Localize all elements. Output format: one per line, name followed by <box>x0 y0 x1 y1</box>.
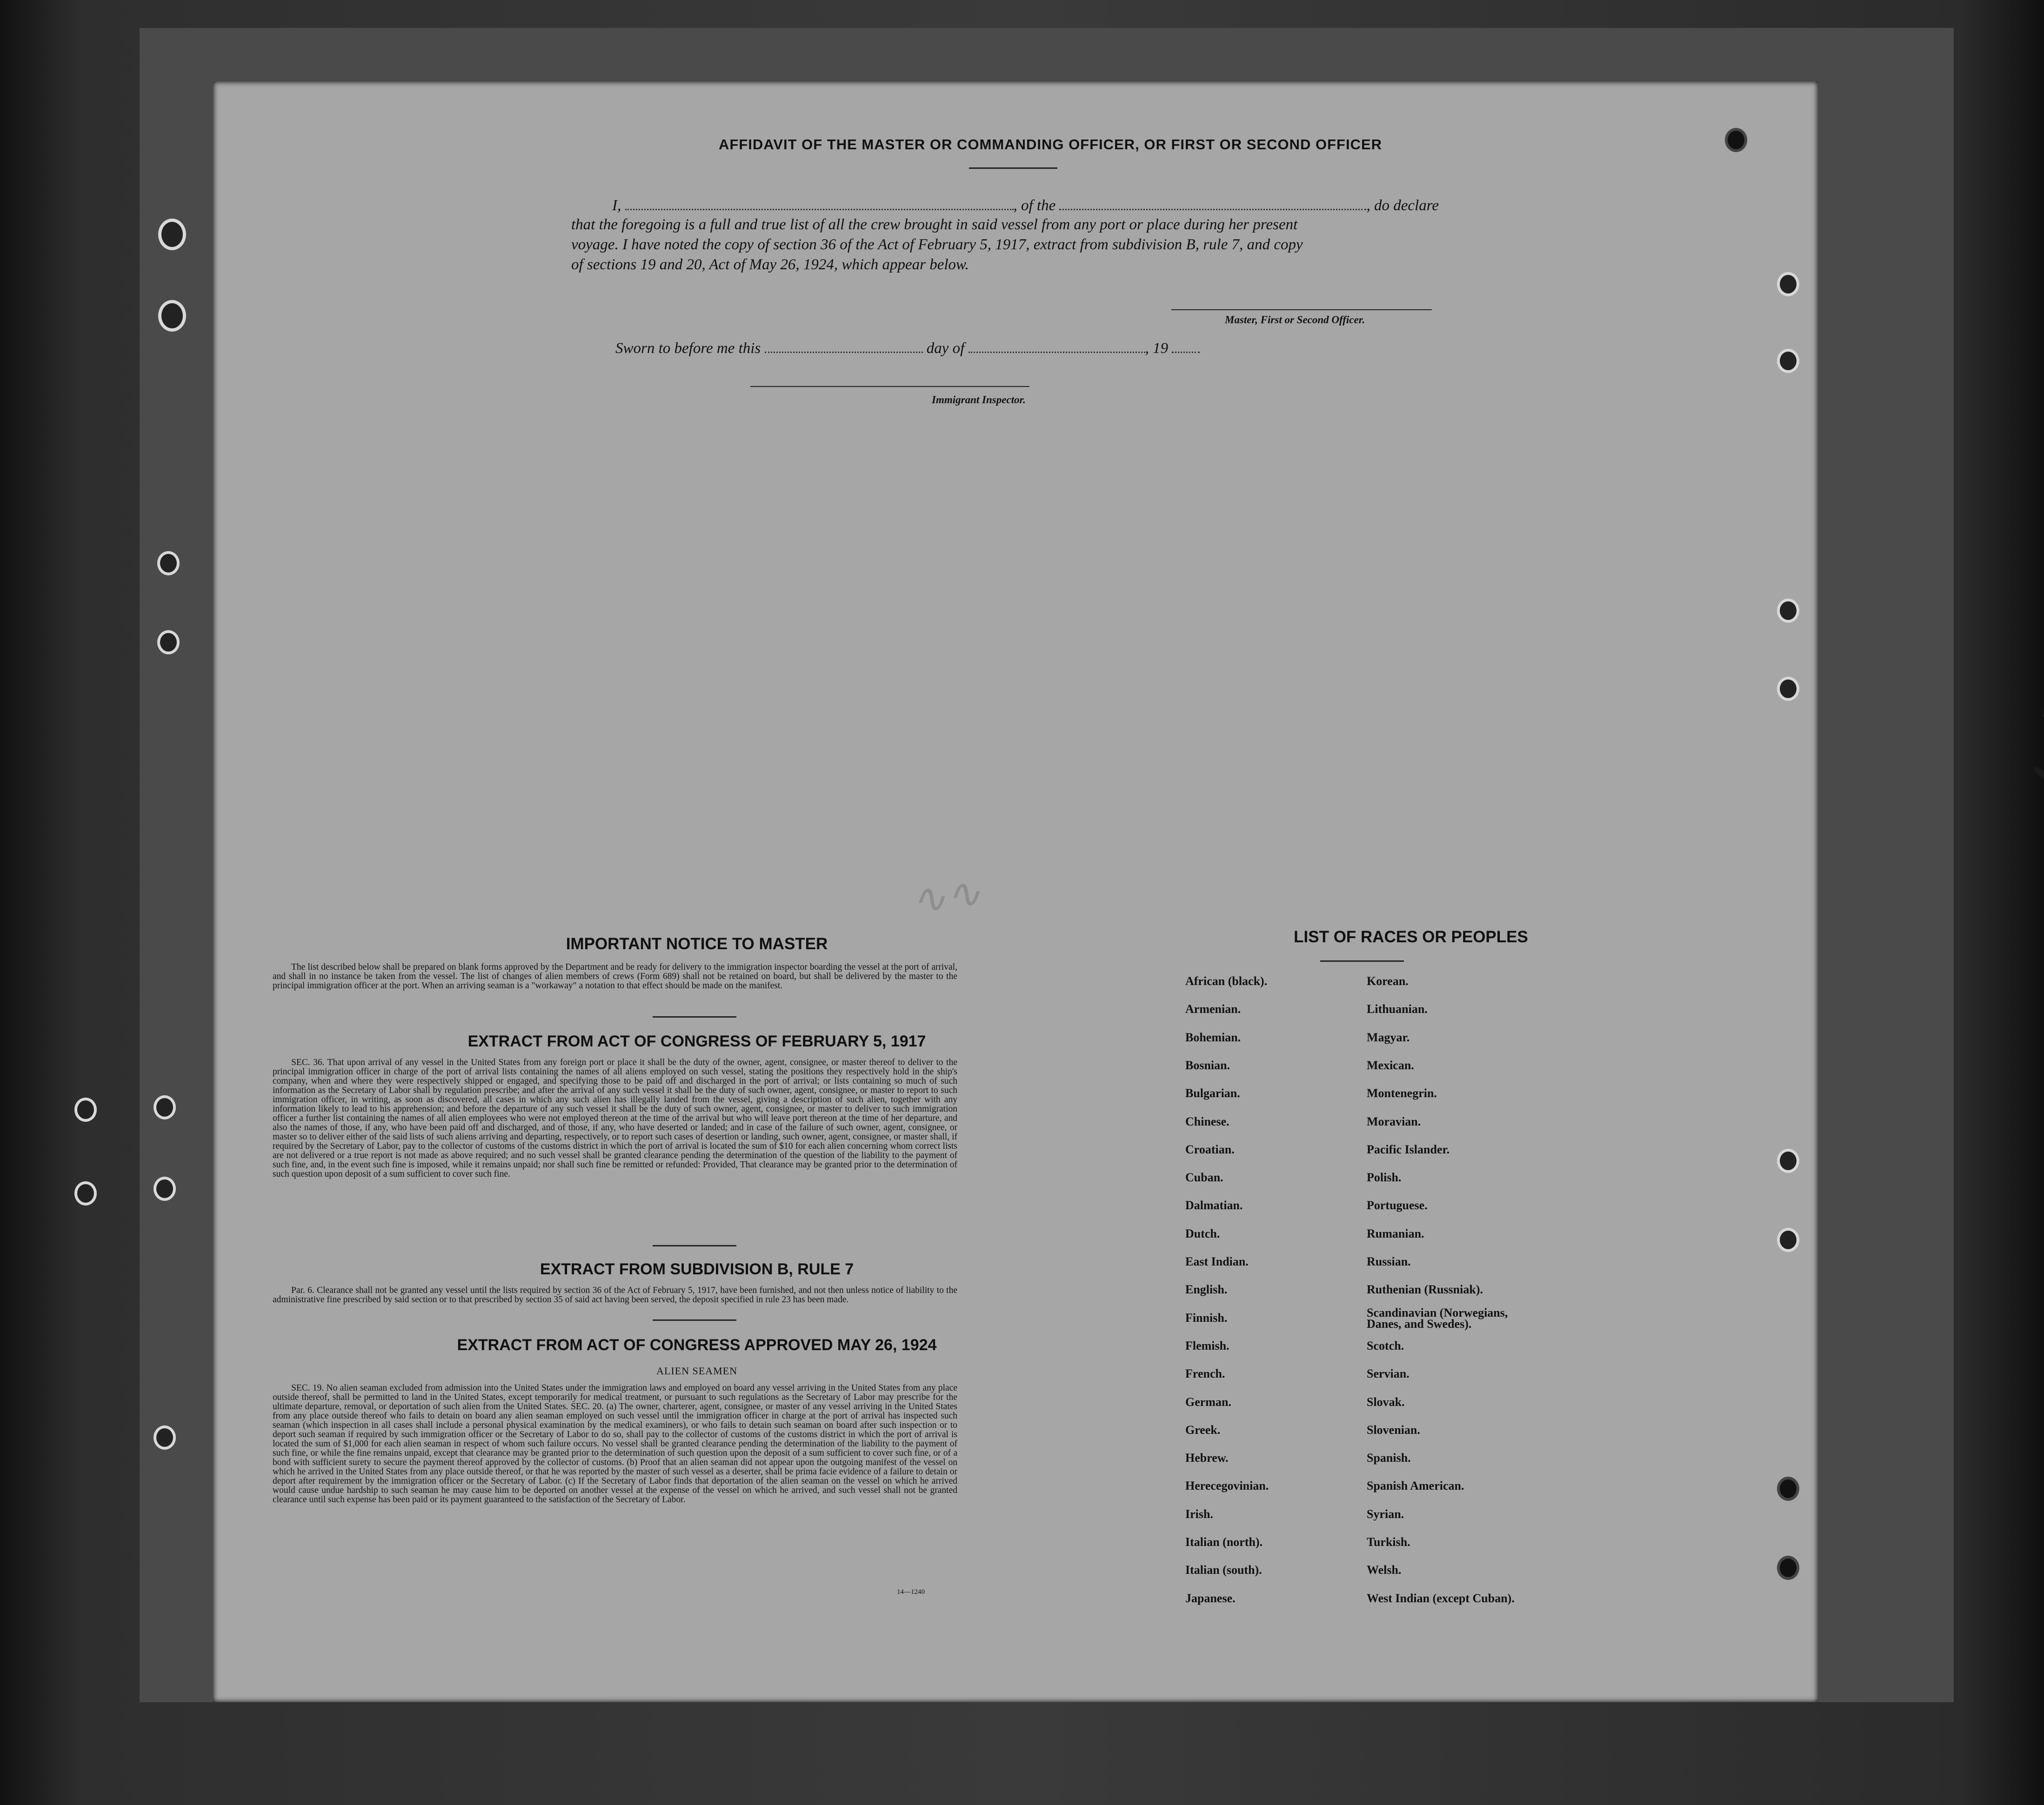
rule-7-text: Par. 6. Clearance shall not be granted any vessel until the lists required by section 36 of the Act of February 5, 1917, have been furnished, and not then unless notice of liability to the administrative fine prescribed by said section or to that prescribed by section 35 of said act having been served, the deposit specified in rule 23 has been made. <box>273 1285 957 1305</box>
sworn-day-field[interactable] <box>765 340 923 353</box>
of-the-label: , of the <box>1013 197 1056 214</box>
binder-hole-icon <box>1777 1228 1799 1252</box>
race-item: Slovenian. <box>1367 1423 1420 1437</box>
binder-hole-icon <box>1777 272 1799 296</box>
race-item: East Indian. <box>1185 1255 1249 1268</box>
declarant-name-field[interactable] <box>625 197 1014 210</box>
inspector-signature-line[interactable] <box>750 386 1029 387</box>
master-signature-line[interactable] <box>1171 309 1432 310</box>
declare-label: , do declare <box>1366 197 1439 214</box>
race-item: Magyar. <box>1367 1031 1410 1044</box>
notice-text: The list described below shall be prepared on blank forms approved by the Department and be ready for delivery to the immigration inspector boarding the vessel at the port of arrival, and shall in no instance be taken from the vessel. The list of changes of alien members of crews (Form 689) shall not be retained on board, but shall be delivered by the master to the principal immigration officer at the port. When an arriving seaman is a "workaway" a notation to that effect should be made on the manifest. <box>273 962 957 991</box>
binder-hole-icon <box>154 1095 176 1119</box>
vessel-name-field[interactable] <box>1059 197 1366 210</box>
race-item: Korean. <box>1367 974 1409 988</box>
extract-1917-title: EXTRACT FROM ACT OF CONGRESS OF FEBRUARY 5, 1917 <box>468 1032 926 1050</box>
affidavit-title: AFFIDAVIT OF THE MASTER OR COMMANDING OFFICER, OR FIRST OR SECOND OFFICER <box>718 136 1383 153</box>
race-item: Scandinavian (Norwegians, Danes, and Swedes). <box>1367 1306 1508 1331</box>
notice-title: IMPORTANT NOTICE TO MASTER <box>566 935 828 953</box>
binder-hole-icon <box>1777 1556 1799 1580</box>
form-number: 14—1240 <box>897 1588 925 1596</box>
affidavit-line-1 <box>612 197 1439 214</box>
race-item: Croatian. <box>1185 1143 1235 1156</box>
binder-hole-icon <box>154 1177 176 1201</box>
form-page <box>213 81 1818 1702</box>
binder-hole-icon <box>74 1181 97 1206</box>
binder-hole-icon <box>158 300 186 332</box>
affidavit-line-3: voyage. I have noted the copy of section 36 of the Act of February 5, 1917, extract from subdivision B, rule 7, and copy <box>571 236 1303 253</box>
race-item: Japanese. <box>1185 1592 1236 1605</box>
master-signature-label: Master, First or Second Officer. <box>1225 314 1365 326</box>
sworn-month-field[interactable] <box>969 340 1145 353</box>
race-item: Spanish American. <box>1367 1479 1464 1492</box>
binder-hole-icon <box>74 1098 97 1122</box>
race-item: Pacific Islander. <box>1367 1143 1450 1156</box>
race-item: Montenegrin. <box>1367 1086 1437 1100</box>
race-item: Scotch. <box>1367 1339 1404 1352</box>
extract-1924-text: SEC. 19. No alien seaman excluded from admission into the United States under the immigration laws and employed on board any vessel arriving in the United States from any place outside thereof, shall be permitted to land in the United States, except temporarily for medical treatment, or pursuant to such regulations as the Secretary of Labor may prescribe for the ultimate departure, removal, or deportation of such alien from the United States. SEC. 20. (a) The owner, charterer, agent, consignee, or master of any vessel arriving in the United States from any place outside thereof who fails to detain on board any alien seaman employed on such vessel until the immigration officer in charge at the port of arrival has inspected such seaman (which inspection in all cases shall include a personal physical examination by the medical examiners), or who fails to detain such seaman on board after such inspection or to deport such seaman if required by such immigration officer or the Secretary of Labor to do so, shall pay to the collector of customs of the customs district in which the port of arrival is located the sum of $1,000 for each alien seaman in respect of whom such failure occurs. No vessel shall be granted clearance pending the determination of the liability to the payment of such fine, or while the fine remains unpaid, except that clearance may be granted prior to the determination of such question upon the deposit of a sum sufficient to cover such fine, or of a bond with sufficient surety to secure the payment thereof approved by the collector of customs. (b) Proof that an alien seaman did not appear upon the outgoing manifest of the vessel on which he arrived in the United States from any place outside thereof, or that he was reported by the master of such vessel as a deserter, shall be prima facie evidence of a failure to detain or deport after requirement by the immigration officer or the Secretary of Labor. (c) If the Secretary of Labor finds that deportation of the alien seaman on the vessel on which he arrived would cause undue hardship to such seaman he may cause him to be deported on another vessel at the expense of the vessel on which he arrived, and such vessel shall not be granted clearance until such expense has been paid or its payment guaranteed to the satisfaction of the Secretary of Labor. <box>273 1383 957 1505</box>
race-item: Spanish. <box>1367 1451 1411 1465</box>
section-divider <box>653 1016 736 1018</box>
title-divider <box>969 167 1057 169</box>
race-item: Italian (south). <box>1185 1563 1262 1577</box>
binder-hole-icon <box>1777 1149 1799 1173</box>
race-item: Dalmatian. <box>1185 1199 1243 1212</box>
section-divider <box>653 1319 736 1321</box>
binder-hole-icon <box>154 1425 176 1450</box>
binder-hole-icon <box>158 219 186 250</box>
race-item: Armenian. <box>1185 1002 1241 1016</box>
race-item: Italian (north). <box>1185 1535 1263 1549</box>
binder-hole-icon <box>1777 599 1799 623</box>
day-of-label: day of <box>926 340 965 357</box>
binder-hole-icon <box>1777 349 1799 373</box>
binder-hole-icon <box>157 630 180 654</box>
race-item: Irish. <box>1185 1507 1213 1521</box>
pen-mark-icon <box>2027 658 2044 807</box>
race-item: Welsh. <box>1367 1563 1402 1577</box>
year-label: , 19 <box>1145 340 1169 357</box>
binder-hole-icon <box>1725 128 1747 152</box>
race-item: Russian. <box>1367 1255 1411 1268</box>
race-item: Herecegovinian. <box>1185 1479 1269 1492</box>
race-item: Bohemian. <box>1185 1031 1241 1044</box>
races-title: LIST OF RACES OR PEOPLES <box>1294 928 1528 946</box>
race-item: Servian. <box>1367 1367 1409 1380</box>
race-item: Cuban. <box>1185 1171 1223 1184</box>
race-item: Moravian. <box>1367 1115 1421 1128</box>
race-item: Chinese. <box>1185 1115 1229 1128</box>
race-item: Dutch. <box>1185 1227 1220 1240</box>
race-item: Flemish. <box>1185 1339 1229 1352</box>
sworn-label: Sworn to before me this <box>615 340 761 357</box>
races-divider <box>1320 960 1404 962</box>
alien-seamen-heading: ALIEN SEAMEN <box>656 1365 737 1377</box>
bleed-through-mark: ∿∿ <box>908 869 984 925</box>
race-item: Hebrew. <box>1185 1451 1229 1465</box>
race-item: Greek. <box>1185 1423 1221 1437</box>
section-divider <box>653 1245 736 1246</box>
inspector-signature-label: Immigrant Inspector. <box>932 394 1026 406</box>
extract-1917-text: SEC. 36. That upon arrival of any vessel in the United States from any foreign port or place it shall be the duty of the owner, agent, consignee, or master thereof to deliver to the principal immigration officer in charge of the port of arrival lists containing the names of all aliens employed on such vessel, stating the positions they respectively hold in the ship's company, when and where they were respectively shipped or engaged, and specifying those to be paid off and discharged in the port of arrival; or lists containing so much of such information as the Secretary of Labor shall by regulation prescribe; and after the arrival of any such vessel it shall be the duty of such owner, agent, consignee, or master to report to such immigration officer, in writing, as soon as discovered, all cases in which any such alien has illegally landed from the vessel, giving a description of such alien, together with any information likely to lead to his apprehension; and before the departure of any such vessel it shall be the duty of such owner, agent, consignee, or master to deliver to such immigration officer a further list containing the names of all alien employees who were not employed thereon at the time of the arrival but who will leave port thereon at the time of her departure, and also the names of those, if any, who have been paid off and discharged, and of those, if any, who have deserted or landed; and in case of the failure of such owner, agent, consignee, or master so to deliver either of the said lists of such aliens arriving and departing, respectively, or to report such cases of desertion or landing, such owner, agent, consignee, or master shall, if required by the Secretary of Labor, pay to the collector of customs of the customs district in which the port of arrival is located the sum of $10 for each alien concerning whom correct lists are not delivered or a true report is not made as above required; and no such vessel shall be granted clearance pending the determination of the question of the liability to the payment of such fine, and, in the event such fine is imposed, while it remains unpaid; nor shall such fine be remitted or refunded: Provided, That clearance may be granted prior to the determination of such question upon deposit of a sum sufficient to cover such fine. <box>273 1058 957 1179</box>
affidavit-line-2: that the foregoing is a full and true list of all the crew brought in said vessel from any port or place during her present <box>571 216 1298 233</box>
binder-hole-icon <box>1777 1477 1799 1501</box>
race-item: Mexican. <box>1367 1059 1414 1072</box>
rule-7-title: EXTRACT FROM SUBDIVISION B, RULE 7 <box>540 1260 854 1278</box>
binder-hole-icon <box>157 551 180 575</box>
race-item: Syrian. <box>1367 1507 1404 1521</box>
affidavit-line-4: of sections 19 and 20, Act of May 26, 1924, which appear below. <box>571 256 969 273</box>
race-item: Portuguese. <box>1367 1199 1428 1212</box>
race-item: Turkish. <box>1367 1535 1410 1549</box>
sworn-year-field[interactable] <box>1172 340 1200 353</box>
sworn-line <box>615 340 1200 357</box>
race-item: Bosnian. <box>1185 1059 1230 1072</box>
race-item: German. <box>1185 1395 1231 1409</box>
declarant-prefix: I, <box>612 197 621 214</box>
binder-hole-icon <box>1777 677 1799 701</box>
race-item: Bulgarian. <box>1185 1086 1240 1100</box>
race-item: Finnish. <box>1185 1311 1228 1325</box>
race-item: Rumanian. <box>1367 1227 1424 1240</box>
race-item: African (black). <box>1185 974 1268 988</box>
race-item: Polish. <box>1367 1171 1402 1184</box>
race-item: Slovak. <box>1367 1395 1405 1409</box>
race-item: English. <box>1185 1283 1228 1296</box>
race-item: French. <box>1185 1367 1225 1380</box>
extract-1924-title: EXTRACT FROM ACT OF CONGRESS APPROVED MAY 26, 1924 <box>457 1336 937 1354</box>
race-item: Ruthenian (Russniak). <box>1367 1283 1483 1296</box>
race-item: Lithuanian. <box>1367 1002 1428 1016</box>
race-item: West Indian (except Cuban). <box>1367 1592 1515 1605</box>
